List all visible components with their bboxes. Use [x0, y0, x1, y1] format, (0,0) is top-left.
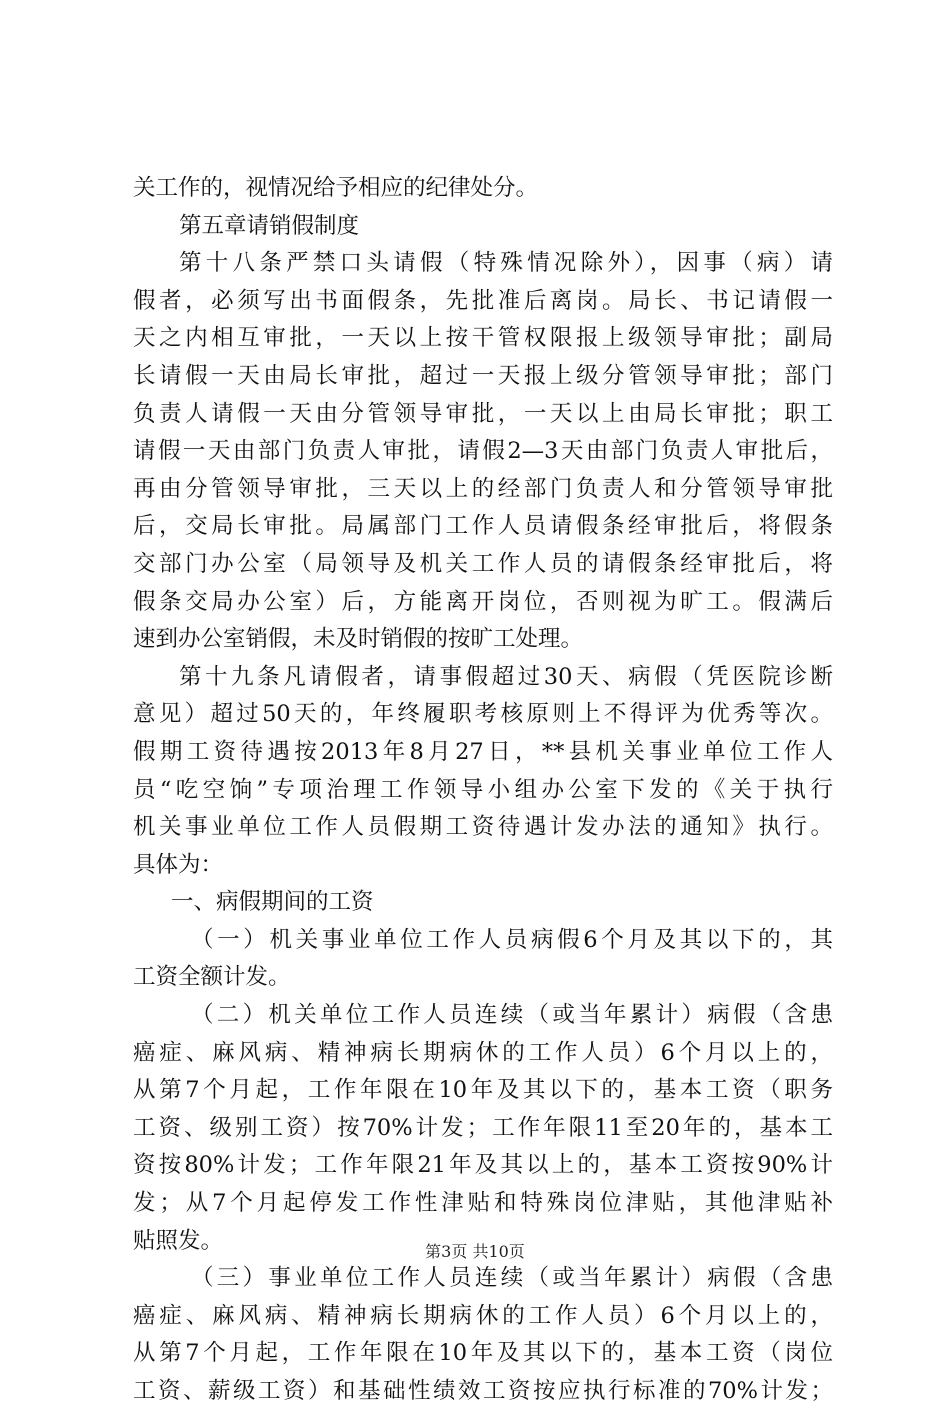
text-line: 请假一天由部门负责人审批，请假2—3天由部门负责人审批后，	[133, 438, 833, 465]
text-line: （三）事业单位工作人员连续（或当年累计）病假（含患	[191, 1265, 833, 1292]
text-line: 机关事业单位工作人员假期工资待遇计发办法的通知》执行。	[133, 814, 833, 841]
text-line: 后，交局长审批。局属部门工作人员请假条经审批后，将假条	[133, 513, 833, 540]
text-line: 再由分管领导审批，三天以上的经部门负责人和分管领导审批	[133, 475, 833, 502]
text-line: 从第7个月起，工作年限在10年及其以下的，基本工资（职务	[133, 1077, 833, 1104]
text-line: 工资全额计发。	[133, 964, 291, 991]
text-line: 工资、薪级工资）和基础性绩效工资按应执行标准的70%计发；	[133, 1378, 833, 1404]
text-line: 贴照发。	[133, 1227, 224, 1254]
text-line: 长请假一天由局长审批，超过一天报上级分管领导审批；部门	[133, 362, 833, 389]
text-line: 关工作的，视情况给予相应的纪律处分。	[133, 175, 539, 201]
page-footer: 第3页 共10页	[425, 1242, 525, 1261]
text-line: 一、病假期间的工资	[171, 889, 374, 916]
document-body	[133, 170, 833, 1411]
text-line: 第十九条凡请假者，请事假超过30天、病假（凭医院诊断	[179, 663, 833, 690]
text-line: 天之内相互审批，一天以上按干管权限报上级领导审批；副局	[133, 325, 833, 352]
text-line: 资按80%计发；工作年限21年及其以上的，基本工资按90%计	[133, 1152, 833, 1179]
text-line: 交部门办公室（局领导及机关工作人员的请假条经审批后，将	[133, 550, 833, 577]
text-line: 负责人请假一天由分管领导审批，一天以上由局长审批；职工	[133, 400, 833, 427]
text-line: 假期工资待遇按2013年8月27日，**县机关事业单位工作人	[133, 738, 833, 765]
text-line: 第五章请销假制度	[179, 212, 360, 239]
text-line: 从第7个月起，工作年限在10年及其以下的，基本工资（岗位	[133, 1340, 833, 1367]
text-line: 假者，必须写出书面假条，先批准后离岗。局长、书记请假一	[133, 287, 833, 314]
text-line: 意见）超过50天的，年终履职考核原则上不得评为优秀等次。	[133, 701, 833, 728]
text-line: 具体为：	[133, 851, 224, 878]
text-line: 癌症、麻风病、精神病长期病休的工作人员）6个月以上的，	[133, 1039, 833, 1066]
text-line: （二）机关单位工作人员连续（或当年累计）病假（含患	[191, 1002, 833, 1029]
text-line: 第十八条严禁口头请假（特殊情况除外），因事（病）请	[179, 250, 833, 277]
text-line: 癌症、麻风病、精神病长期病休的工作人员）6个月以上的，	[133, 1302, 833, 1329]
text-line: 工资、级别工资）按70%计发；工作年限11至20年的，基本工	[133, 1114, 833, 1141]
text-line: 发；从7个月起停发工作性津贴和特殊岗位津贴，其他津贴补	[133, 1190, 833, 1217]
text-line: 速到办公室销假，未及时销假的按旷工处理。	[133, 626, 584, 653]
text-line: 假条交局办公室）后，方能离开岗位，否则视为旷工。假满后	[133, 588, 833, 615]
text-line: 员“吃空饷”专项治理工作领导小组办公室下发的《关于执行	[133, 776, 833, 803]
text-line: （一）机关事业单位工作人员病假6个月及其以下的，其	[191, 926, 833, 953]
